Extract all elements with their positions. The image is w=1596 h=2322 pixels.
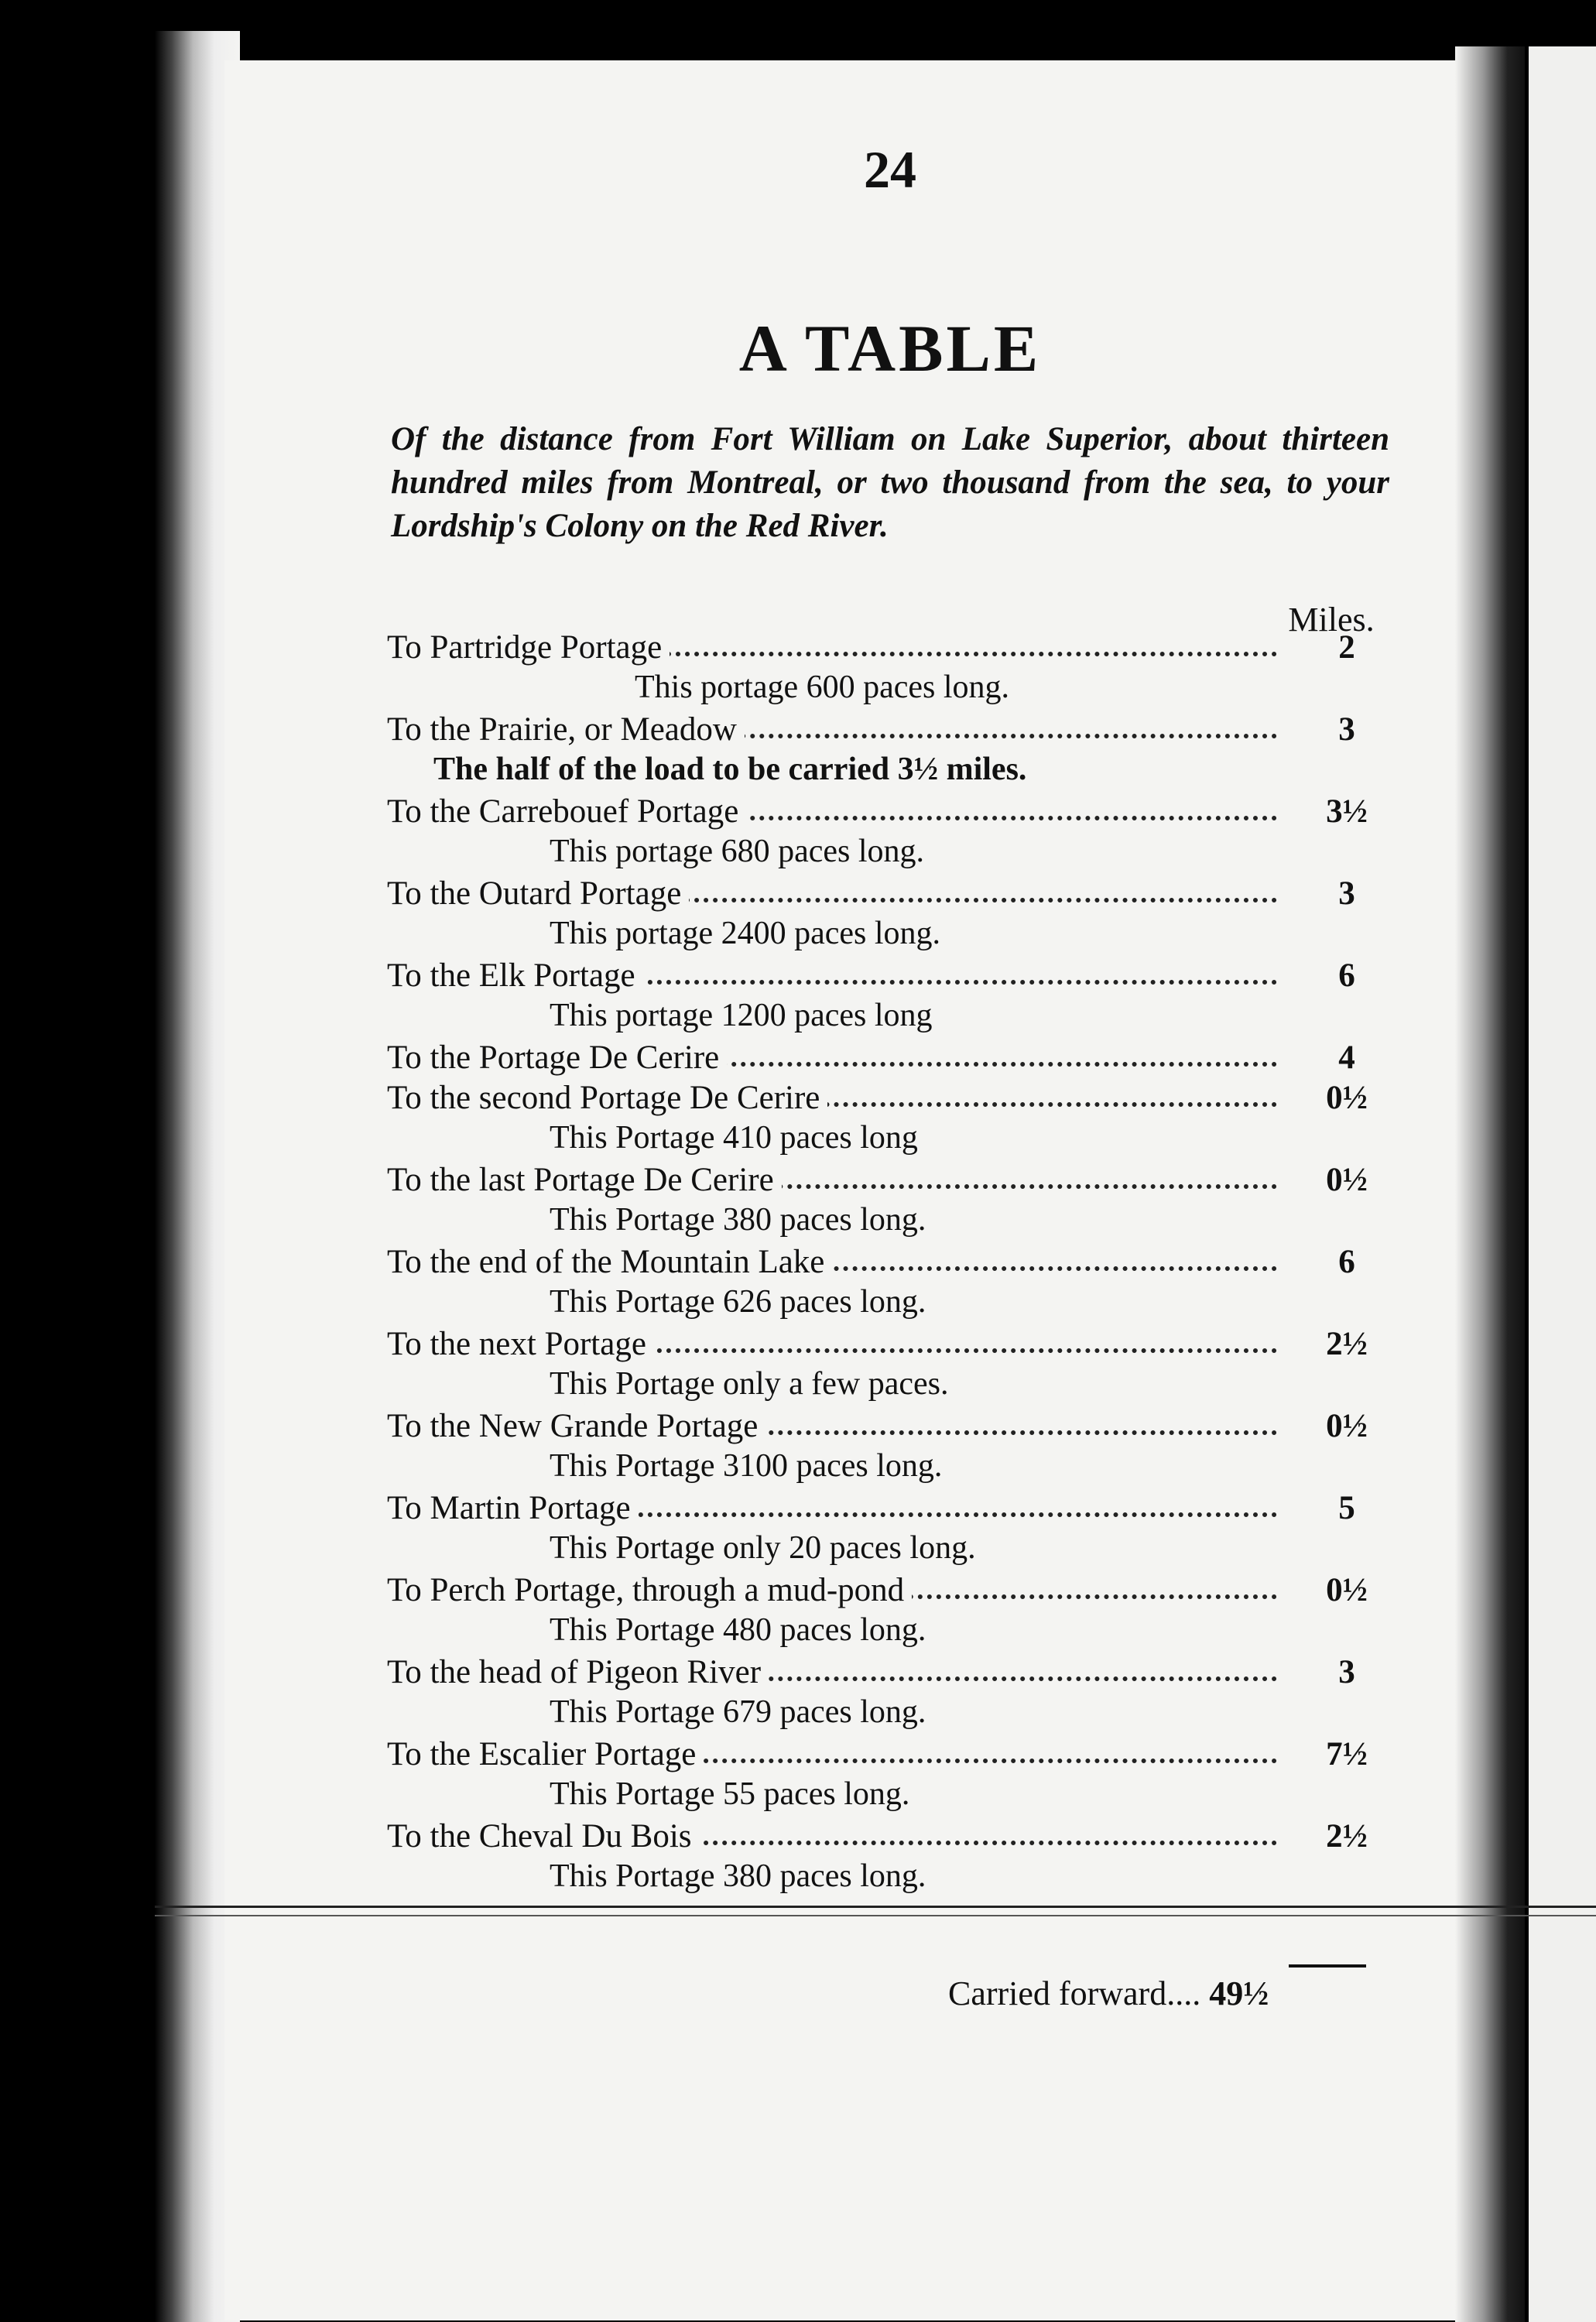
- miles-column-header: Miles.: [1288, 601, 1375, 639]
- scan-line: [155, 1915, 1596, 1916]
- portage-note: This Portage 380 paces long.: [550, 1858, 926, 1894]
- portage-note: The half of the load to be carried 3½ miles.: [433, 752, 1027, 787]
- miles-value: 6: [1338, 1244, 1355, 1280]
- table-row: [387, 1407, 1393, 1489]
- portage-note: This Portage 410 paces long: [550, 1120, 918, 1156]
- portage-note: This portage 600 paces long.: [635, 670, 1010, 705]
- carried-forward: [948, 1974, 1269, 2013]
- destination-label: To the Carrebouef Portage: [387, 793, 746, 830]
- destination-label: To the Portage De Cerire: [387, 1039, 727, 1076]
- destination-label: To the next Portage: [387, 1326, 654, 1362]
- table-row: [387, 1571, 1393, 1653]
- miles-value: 6: [1338, 957, 1355, 994]
- table-subtitle: Of the distance from Fort William on Lake Superior, about thirteen hundred miles from Montreal, or two thousand from the sea, to your Lordship's Colony on the Red River.: [391, 421, 1389, 544]
- miles-value: 0½: [1326, 1572, 1368, 1608]
- table-row: [387, 1161, 1393, 1243]
- table-row: [387, 793, 1393, 875]
- total-value: 49½: [1209, 1974, 1269, 2012]
- destination-label: To the Outard Portage: [387, 875, 689, 912]
- table-row: [387, 1243, 1393, 1325]
- miles-value: 3: [1338, 1654, 1355, 1690]
- destination-label: To Martin Portage: [387, 1490, 639, 1526]
- page-number: 24: [864, 140, 916, 199]
- miles-value: 2½: [1326, 1326, 1368, 1362]
- miles-value: 3½: [1326, 793, 1368, 830]
- table-row: [387, 628, 1393, 711]
- destination-label: To the Prairie, or Meadow: [387, 711, 745, 748]
- scan-line: [155, 1906, 1596, 1908]
- table-row: [387, 1817, 1393, 1899]
- destination-label: To the Cheval Du Bois: [387, 1818, 700, 1855]
- table-row: [387, 1653, 1393, 1735]
- portage-note: This Portage 480 paces long.: [550, 1612, 926, 1648]
- miles-value: 0½: [1326, 1162, 1368, 1198]
- miles-value: 0½: [1326, 1408, 1368, 1444]
- portage-note: This Portage 3100 paces long.: [550, 1448, 943, 1484]
- table-row: [387, 875, 1393, 957]
- portage-note: This portage 1200 paces long: [550, 998, 933, 1033]
- portage-note: This Portage 55 paces long.: [550, 1776, 910, 1812]
- facing-page-strip: [1529, 46, 1596, 2322]
- portage-note: This portage 2400 paces long.: [550, 916, 941, 951]
- portage-note: This Portage 626 paces long.: [550, 1284, 926, 1320]
- destination-label: To Perch Portage, through a mud-pond: [387, 1572, 912, 1608]
- total-label: Carried forward....: [948, 1974, 1201, 2012]
- page-title: A TABLE: [738, 311, 1042, 385]
- destination-label: To the Elk Portage: [387, 957, 643, 994]
- destination-label: To Partridge Portage: [387, 629, 670, 666]
- miles-value: 3: [1338, 711, 1355, 748]
- destination-label: To the New Grande Portage: [387, 1408, 765, 1444]
- portage-note: This Portage only 20 paces long.: [550, 1530, 976, 1566]
- portage-note: This Portage only a few paces.: [550, 1366, 949, 1402]
- portage-note: This Portage 679 paces long.: [550, 1694, 926, 1730]
- miles-value: 4: [1338, 1039, 1355, 1076]
- destination-label: To the Escalier Portage: [387, 1736, 704, 1772]
- destination-label: To the end of the Mountain Lake: [387, 1244, 832, 1280]
- table-row: [387, 711, 1393, 793]
- miles-value: 2½: [1326, 1818, 1368, 1855]
- distance-table: [387, 628, 1393, 1899]
- destination-label: To the head of Pigeon River: [387, 1654, 769, 1690]
- table-row: [387, 1325, 1393, 1407]
- miles-value: 7½: [1326, 1736, 1368, 1772]
- table-row: [387, 1735, 1393, 1817]
- portage-note: This Portage 380 paces long.: [550, 1202, 926, 1238]
- table-row: [387, 957, 1393, 1039]
- total-rule: [1289, 1964, 1366, 1968]
- table-row: [387, 1489, 1393, 1571]
- destination-label: To the second Portage De Cerire: [387, 1080, 827, 1116]
- page-edge-shadow: [1455, 46, 1525, 2322]
- miles-value: 0½: [1326, 1080, 1368, 1116]
- table-row: [387, 1079, 1393, 1161]
- miles-value: 3: [1338, 875, 1355, 912]
- miles-value: 2: [1338, 629, 1355, 666]
- miles-value: 5: [1338, 1490, 1355, 1526]
- table-row: [387, 1039, 1393, 1079]
- portage-note: This portage 680 paces long.: [550, 834, 925, 869]
- destination-label: To the last Portage De Cerire: [387, 1162, 782, 1198]
